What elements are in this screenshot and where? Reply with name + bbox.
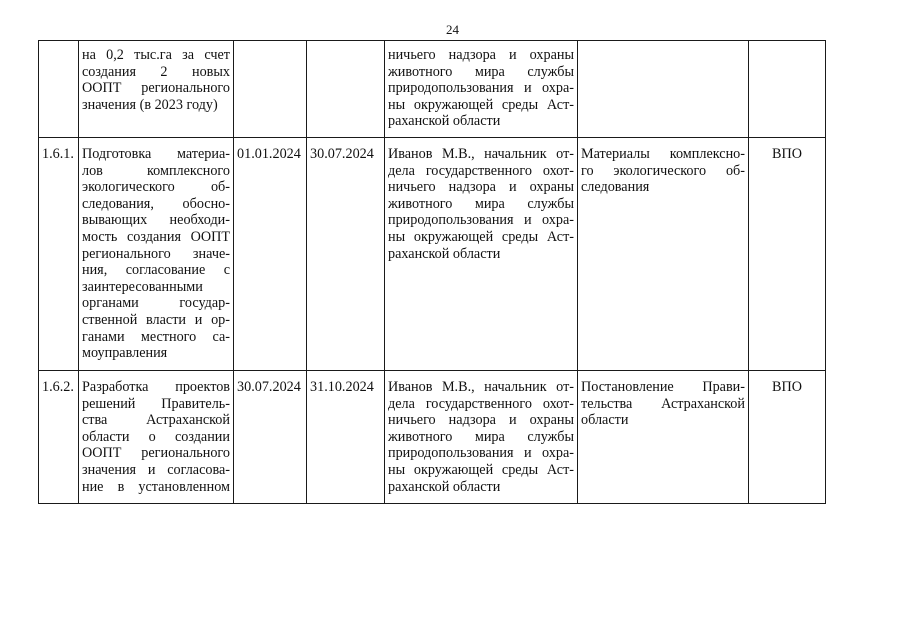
event-line: значения (в 2023 году) [82,96,218,113]
event-line: лов комплексного [82,162,230,179]
end-date-cell: 31.10.2024 [307,371,385,504]
result-cell [578,138,749,371]
event-line: ственной власти и ор- [82,311,230,328]
start-date-cell: 01.01.2024 [234,138,307,371]
table-row [39,371,826,504]
event-line: органами государ- [82,295,230,312]
event-line: ства Астраханской [82,412,230,429]
event-line: Подготовка материа- [82,146,230,162]
result-line: области [581,412,629,429]
responsible-line: природопользования и охра- [388,212,574,229]
responsible-line: животного мира службы [388,195,574,212]
responsible-cell [385,41,578,138]
result-line: следования [581,179,650,196]
source-cell: ВПО [749,138,826,371]
event-line: значения и согласова- [82,461,230,478]
event-cell [79,41,234,138]
page-number: 24 [446,22,459,37]
table-row [39,138,826,371]
event-line: следования, обосно- [82,195,230,212]
event-cell [79,371,234,504]
responsible-line: природопользования и охра- [388,445,574,462]
event-line: заинтересованными [82,278,203,295]
responsible-cell [385,371,578,504]
responsible-line: Иванов М.В., начальник от- [388,379,574,395]
responsible-line: раханской области [388,478,501,495]
result-line: Материалы комплексно- [581,146,745,162]
plan-table [38,40,826,504]
event-line: мость создания ООПТ [82,228,230,245]
responsible-line: ничьего надзора и охраны [388,179,574,196]
event-line: моуправления [82,345,168,362]
result-cell [578,371,749,504]
responsible-line: ничьего надзора и охраны [388,412,574,429]
event-line: создания 2 новых [82,63,230,80]
row-number-cell: 1.6.1. [39,138,79,371]
responsible-line: раханской области [388,245,501,262]
result-line: Постановление Прави- [581,379,745,395]
event-line: ганами местного са- [82,328,230,345]
responsible-line: Иванов М.В., начальник от- [388,146,574,162]
start-date-cell [234,41,307,138]
event-line: вывающих необходи- [82,212,230,229]
source-cell [749,41,826,138]
event-line: ния, согласование с [82,262,230,279]
responsible-line: ничьего надзора и охраны [388,47,574,63]
responsible-line: животного мира службы [388,63,574,80]
row-number-cell [39,41,79,138]
event-line: Разработка проектов [82,379,230,395]
source-cell: ВПО [749,371,826,504]
result-line: тельства Астраханской [581,395,745,412]
row-number-cell: 1.6.2. [39,371,79,504]
event-line: решений Правитель- [82,395,230,412]
responsible-line: ны окружающей среды Аст- [388,228,574,245]
event-cell [79,138,234,371]
result-line: го экологического об- [581,162,745,179]
responsible-cell [385,138,578,371]
responsible-line: животного мира службы [388,428,574,445]
table-row [39,41,826,138]
end-date-cell [307,41,385,138]
event-line: ние в установленном [82,478,230,495]
responsible-line: ны окружающей среды Аст- [388,96,574,113]
responsible-line: дела государственного охот- [388,395,574,412]
responsible-line: дела государственного охот- [388,162,574,179]
event-line: регионального значе- [82,245,230,262]
responsible-line: природопользования и охра- [388,80,574,97]
start-date-cell: 30.07.2024 [234,371,307,504]
end-date-cell: 30.07.2024 [307,138,385,371]
event-line: области о создании [82,428,230,445]
responsible-line: раханской области [388,113,501,130]
event-line: ООПТ регионального [82,445,230,462]
responsible-line: ны окружающей среды Аст- [388,461,574,478]
result-cell [578,41,749,138]
event-line: на 0,2 тыс.га за счет [82,47,230,63]
event-line: экологического об- [82,179,230,196]
event-line: ООПТ регионального [82,80,230,97]
